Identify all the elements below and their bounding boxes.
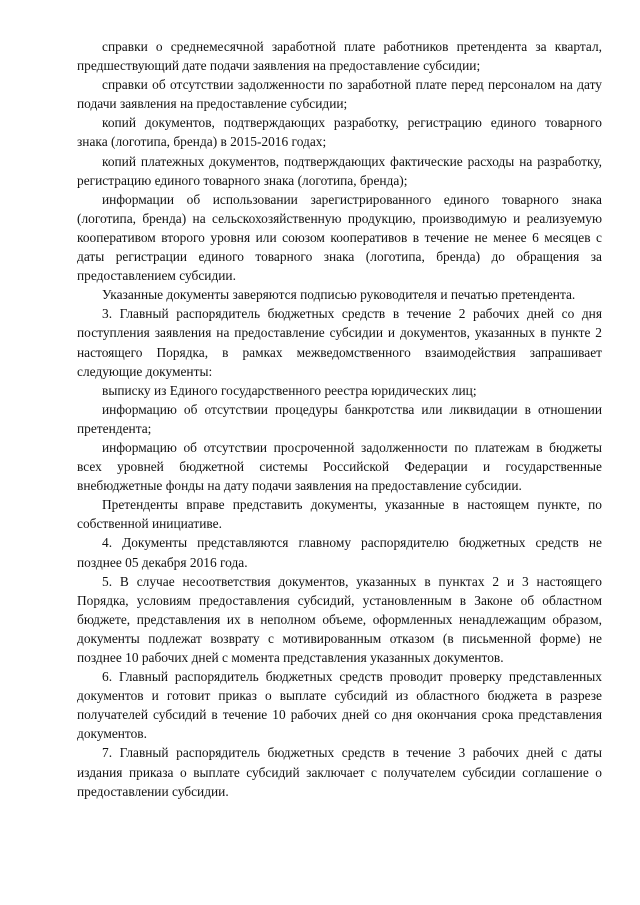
clause-3: 3. Главный распорядитель бюджетных средств в течение 2 рабочих дней со дня поступления заявления на предоставление субсидии и документов, указанных в пункте 2 настоящего Порядка, в рамках межведомственного взаимодействия запрашивает следующие документы: (77, 306, 602, 379)
certification-note: Указанные документы заверяются подписью руководителя и печатью претендента. (102, 287, 576, 303)
clause-7: 7. Главный распорядитель бюджетных средств в течение 3 рабочих дней с даты издания приказа о выплате субсидий заключает с получателем субсидии соглашение о предоставлении субсидии. (77, 745, 602, 799)
item-salary-certificate: справки о среднемесячной заработной плате работников претендента за квартал, предшествующий дате подачи заявления на предоставление субсидии; (77, 39, 602, 74)
item-trademark-usage-info: информации об использовании зарегистрированного единого товарного знака (логотипа, бренда) на сельскохозяйственную продукцию, производимую и реализуемую кооперативом второго уровня или союзом кооперативов в течение не менее 6 месяцев с даты регистрации единого товарного знака (логотипа, бренда) до обращения за предоставлением субсидии. (77, 191, 602, 284)
item-registry-extract: выписку из Единого государственного реестра юридических лиц; (102, 382, 477, 398)
clause-5: 5. В случае несоответствия документов, указанных в пунктах 2 и 3 настоящего Порядка, условиям предоставления субсидий, установленным в Законе об областном бюджете, представления их в неполном объеме, оформленных ненадлежащим образом, документы подлежат возврату с мотивированным отказом (в письменной форме) не позднее 10 рабочих дней с момента представления указанных документов. (77, 573, 602, 665)
item-no-overdue-payments-info: информацию об отсутствии просроченной задолженности по платежам в бюджеты всех уровней бюджетной системы Российской Федерации и государственные внебюджетные фонды на дату подачи заявления на предоставление субсидии. (77, 439, 602, 494)
item-payment-document-copies: копий платежных документов, подтверждающих фактические расходы на разработку, регистрацию единого товарного знака (логотипа, бренда); (77, 153, 602, 188)
item-no-wage-debt-certificate: справки об отсутствии задолженности по заработной плате перед персоналом на дату подачи заявления на предоставление субсидии; (77, 77, 602, 112)
own-initiative-note: Претенденты вправе представить документы, указанные в настоящем пункте, по собственной инициативе. (77, 497, 602, 532)
clause-6: 6. Главный распорядитель бюджетных средств проводит проверку представленных документов и готовит приказ о выплате субсидий из областного бюджета в разрезе получателей субсидий в течение 10 рабочих дней со дня окончания срока представления документов. (77, 669, 602, 742)
item-trademark-registration-copies: копий документов, подтверждающих разработку, регистрацию единого товарного знака (логотипа, бренда) в 2015-2016 годах; (77, 115, 602, 150)
clause-4: 4. Документы представляются главному распорядителю бюджетных средств не позднее 05 декабря 2016 года. (77, 535, 602, 570)
item-no-bankruptcy-info: информацию об отсутствии процедуры банкротства или ликвидации в отношении претендента; (77, 401, 602, 436)
